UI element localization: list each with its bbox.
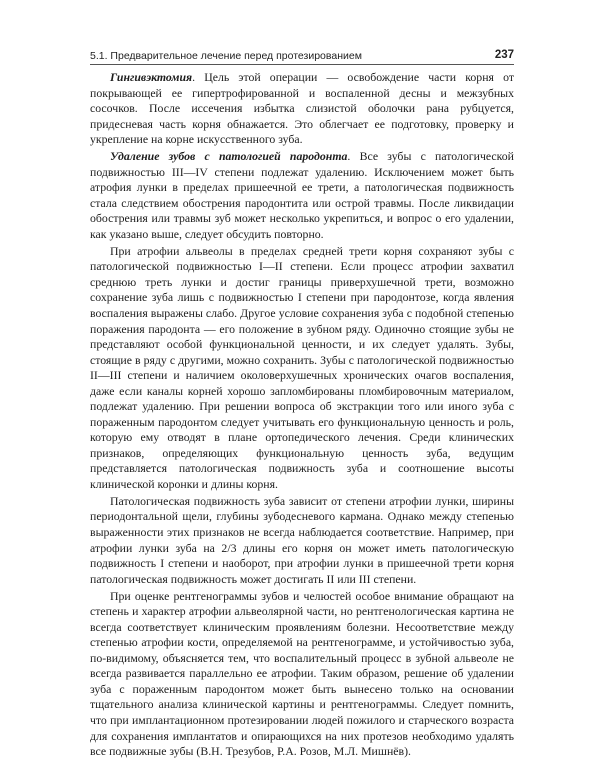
body-text [90, 70, 514, 761]
section-title: 5.1. Предварительное лечение перед протезированием [90, 50, 362, 62]
paragraph-text: Патологическая подвижность зуба зависит от степени атрофии лунки, ширины периодонтальной щели, глубины зубодесневого кармана. Однако между степенью выраженности этих признаков не всегда наблюдается соответствие. Например, при атрофии лунки зуба на 2/3 длины его корня он может иметь патологическую подвижность I степени и наоборот, при атрофии лунки в пришеечной трети корня патологическая подвижность может достигать II или III степени. [90, 493, 514, 586]
paragraph-pathological-mobility [90, 494, 514, 587]
paragraph-gingivectomy [90, 70, 514, 148]
page-number: 237 [494, 49, 514, 61]
paragraph-lead: Гингивэктомия [110, 70, 193, 84]
paragraph-tooth-extraction [90, 149, 514, 242]
paragraph-text: . Цель этой операции — освобождение части корня от покрывающей ее гипертрофированной и воспаленной десны и межзубных сосочков. После иссечения избытка слизистой оболочки рана рубцуется, придесневая часть корня обнажается. Это облегчает ее подготовку, проверку и укрепление на корне искусственного зуба. [90, 70, 514, 147]
paragraph-text: . Все зубы с патологической подвижностью III—IV степени подлежат удалению. Исключением может быть атрофия лунки в пределах пришеечной ее трети, а патологическая подвижность стала следствием обострения пародонтита или острой травмы. После ликвидации обострения или травмы зуб может несколько укрепиться, и вопрос о его удалении, как указано выше, следует обсудить повторно. [90, 149, 514, 241]
header-rule [90, 64, 514, 65]
paragraph-text: При оценке рентгенограммы зубов и челюстей особое внимание обращают на степень и характер атрофии альвеолярной части, но рентгенологическая картина не всегда соответствует клиническим проявлениям болезни. Несоответствие между степенью атрофии кости, определяемой на рентгенограмме, и устойчивостью зуба, по-видимому, объясняется тем, что воспалительный процесс в зубной альвеоле не всегда развивается параллельно ее атрофии. Таким образом, решение об удалении зуба с пораженным пародонтом может быть вынесено только на основании тщательного анализа клинической картины и рентгенограммы. Следует помнить, что при имплантационном протезировании людей пожилого и старческого возраста для сохранения имплантатов и опирающихся на них протезов необходимо удалять все подвижные зубы (В.Н. Трезубов, Р.А. Розов, М.Л. Мишнёв). [90, 588, 514, 759]
paragraph-alveolar-atrophy [90, 244, 514, 493]
paragraph-lead: Удаление зубов с патологией пародонта [110, 149, 348, 164]
paragraph-xray-assessment [90, 589, 514, 760]
paragraph-text: При атрофии альвеолы в пределах средней трети корня сохраняют зубы с патологической подвижностью I—II степени. Если процесс атрофии захватил среднюю треть лунки и достиг границы приверхушечной трети, возможно сохранение зуба лишь с подвижностью I степени при пародонтозе, когда явления воспаления выражены слабо. Другое условие сохранения зуба с подобной степенью поражения пародонта — его положение в зубном ряду. Одиночно стоящие зубы не представляют особой функциональной ценности, и их следует удалять. Зубы, стоящие в ряду с другими, можно сохранить. Зубы с патологической подвижностью II—III степени и наличием околоверхушечных хронических очагов воспаления, даже если каналы корней хорошо запломбированы пломбировочным материалом, подлежат удалению. При решении вопроса об экстракции того или иного зуба с пораженным пародонтом следует учитывать его функциональную ценность и роль, которую ему отводят в плане ортопедического лечения. Среди клинических признаков, определяющих функциональную ценность зуба, ведущим представляется патологическая подвижность зуба и соотношение высоты клинической коронки и длины корня. [90, 243, 514, 491]
